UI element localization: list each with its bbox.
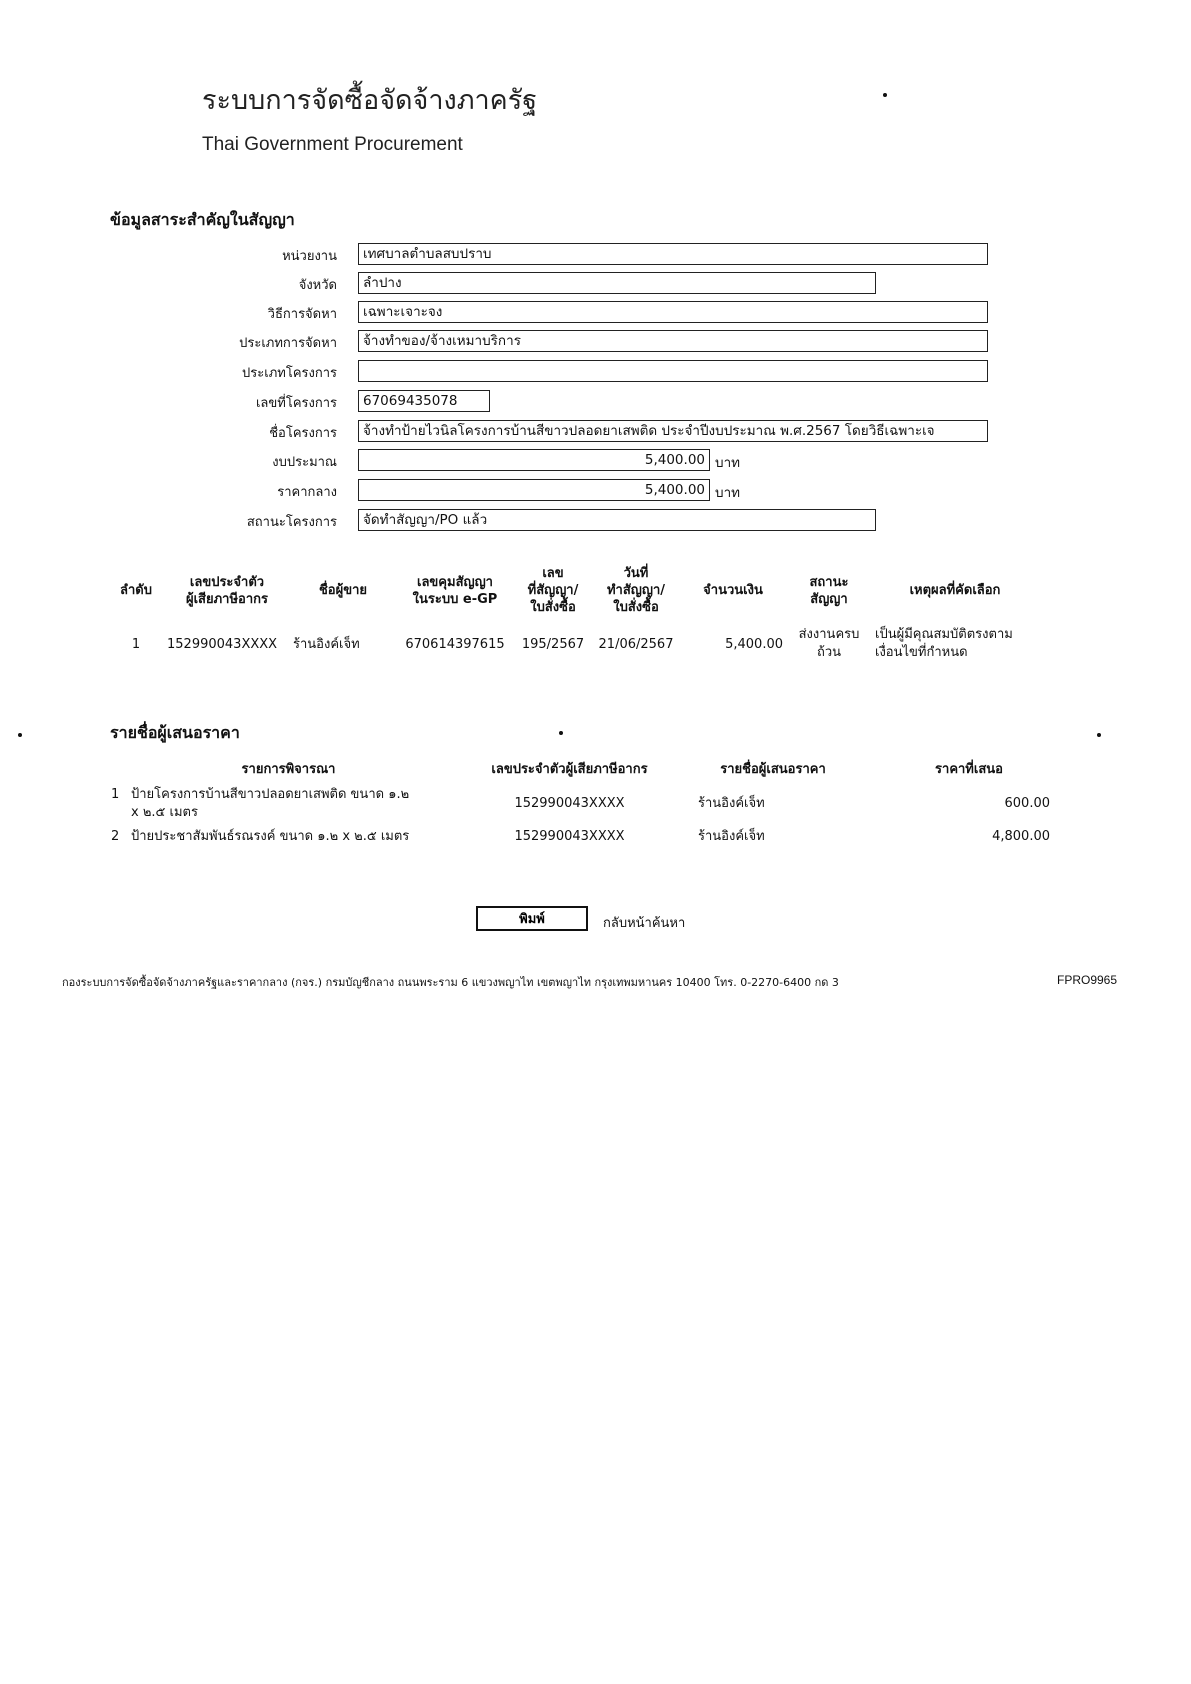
budget-unit: บาท bbox=[715, 455, 741, 471]
offer-price: 4,800.00 bbox=[992, 829, 1050, 844]
col-contract-no-header: เลข ที่สัญญา/ ใบสั่งซื้อ bbox=[527, 566, 579, 615]
col-no-header: ลำดับ bbox=[120, 583, 152, 598]
procurement-method-field: เฉพาะเจาะจง bbox=[358, 301, 988, 323]
scan-dot bbox=[18, 733, 22, 737]
median-price-label: ราคากลาง bbox=[277, 485, 337, 500]
province-field: ลำปาง bbox=[358, 272, 876, 294]
project-name-field: จ้างทำป้ายไวนิลโครงการบ้านสีขาวปลอดยาเสพติด ประจำปีงบประมาณ พ.ศ.2567 โดยวิธีเฉพาะเจ bbox=[358, 420, 988, 442]
col-price-header: ราคาที่เสนอ bbox=[935, 762, 1003, 777]
table-row bbox=[108, 825, 1062, 849]
row-seller: ร้านอิงค์เจ็ท bbox=[293, 637, 360, 652]
row-tax-id: 152990043XXXX bbox=[167, 637, 278, 652]
col-amount-header: จำนวนเงิน bbox=[703, 583, 763, 598]
row-reason: เป็นผู้มีคุณสมบัติตรงตาม เงื่อนไขที่กำหนด bbox=[875, 627, 1013, 660]
row-egp: 670614397615 bbox=[405, 637, 505, 652]
budget-field: 5,400.00 bbox=[358, 449, 710, 471]
col-bidder-header: รายชื่อผู้เสนอราคา bbox=[720, 762, 826, 777]
project-number-field: 67069435078 bbox=[358, 390, 490, 412]
row-contract-no: 195/2567 bbox=[521, 637, 585, 652]
budget-label: งบประมาณ bbox=[272, 455, 337, 470]
median-price-unit: บาท bbox=[715, 485, 741, 501]
back-to-search-link[interactable]: กลับหน้าค้นหา bbox=[603, 916, 686, 931]
offer-item: ป้ายโครงการบ้านสีขาวปลอดยาเสพติด ขนาด ๑.๒ x ๒.๕ เมตร bbox=[131, 787, 410, 820]
col-egp-header: เลขคุมสัญญา ในระบบ e-GP bbox=[412, 574, 498, 607]
row-date: 21/06/2567 bbox=[598, 637, 674, 652]
summary-section-title: ข้อมูลสาระสำคัญในสัญญา bbox=[110, 210, 295, 229]
median-price-field: 5,400.00 bbox=[358, 479, 710, 501]
offer-bidder: ร้านอิงค์เจ็ท bbox=[698, 829, 765, 844]
col-seller-header: ชื่อผู้ขาย bbox=[318, 583, 368, 598]
project-number-label: เลขที่โครงการ bbox=[255, 396, 337, 411]
procurement-method-label: วิธีการจัดหา bbox=[267, 307, 337, 322]
col-item-header: รายการพิจารณา bbox=[241, 762, 336, 777]
offer-tax-id: 152990043XXXX bbox=[514, 829, 625, 844]
contracts-header-row bbox=[108, 565, 1038, 616]
province-label: จังหวัด bbox=[298, 278, 337, 293]
col-status-header: สถานะ สัญญา bbox=[809, 574, 849, 607]
page-title-english: Thai Government Procurement bbox=[202, 134, 463, 155]
col-tax-id-header: เลขประจำตัว ผู้เสียภาษีอากร bbox=[185, 574, 268, 607]
offers-table bbox=[108, 754, 1062, 849]
project-status-label: สถานะโครงการ bbox=[246, 515, 337, 530]
offers-header-row bbox=[108, 754, 1062, 783]
project-status-field: จัดทำสัญญา/PO แล้ว bbox=[358, 509, 876, 531]
table-row bbox=[108, 783, 1062, 825]
offers-section-title: รายชื่อผู้เสนอราคา bbox=[110, 723, 240, 742]
agency-label: หน่วยงาน bbox=[282, 249, 337, 264]
row-amount: 5,400.00 bbox=[725, 637, 783, 652]
offer-tax-id: 152990043XXXX bbox=[514, 796, 625, 811]
footer-address: กองระบบการจัดซื้อจัดจ้างภาครัฐและราคากลาง (กจร.) กรมบัญชีกลาง ถนนพระราม 6 แขวงพญาไท เขตพญาไท กรุงเทพมหานคร 10400 โทร. 0-2270-6400 กด 3 bbox=[62, 976, 839, 989]
footer-form-code: FPRO9965 bbox=[1057, 973, 1118, 987]
project-name-label: ชื่อโครงการ bbox=[269, 426, 337, 441]
scan-dot bbox=[883, 93, 887, 97]
project-type-field bbox=[358, 360, 988, 382]
col-reason-header: เหตุผลที่คัดเลือก bbox=[909, 583, 1001, 598]
offer-no: 2 bbox=[111, 829, 120, 844]
scan-dot bbox=[559, 731, 563, 735]
page-title-thai: ระบบการจัดซื้อจัดจ้างภาครัฐ bbox=[202, 85, 538, 116]
agency-field: เทศบาลตำบลสบปราบ bbox=[358, 243, 988, 265]
contracts-table bbox=[108, 565, 1038, 662]
col-offer-tax-id-header: เลขประจำตัวผู้เสียภาษีอากร bbox=[491, 762, 648, 777]
row-status: ส่งงานครบ ถ้วน bbox=[798, 627, 860, 660]
procurement-type-label: ประเภทการจัดหา bbox=[239, 336, 337, 351]
offer-item: ป้ายประชาสัมพันธ์รณรงค์ ขนาด ๑.๒ x ๒.๕ เมตร bbox=[131, 829, 410, 844]
project-type-label: ประเภทโครงการ bbox=[242, 366, 337, 381]
offer-bidder: ร้านอิงค์เจ็ท bbox=[698, 796, 765, 811]
col-date-header: วันที่ ทำสัญญา/ ใบสั่งซื้อ bbox=[606, 566, 665, 615]
table-row bbox=[108, 616, 1038, 662]
scan-dot bbox=[1097, 733, 1101, 737]
offer-price: 600.00 bbox=[1004, 796, 1050, 811]
print-button[interactable]: พิมพ์ bbox=[476, 906, 588, 931]
offer-no: 1 bbox=[111, 787, 120, 802]
row-no: 1 bbox=[131, 637, 141, 652]
procurement-type-field: จ้างทำของ/จ้างเหมาบริการ bbox=[358, 330, 988, 352]
